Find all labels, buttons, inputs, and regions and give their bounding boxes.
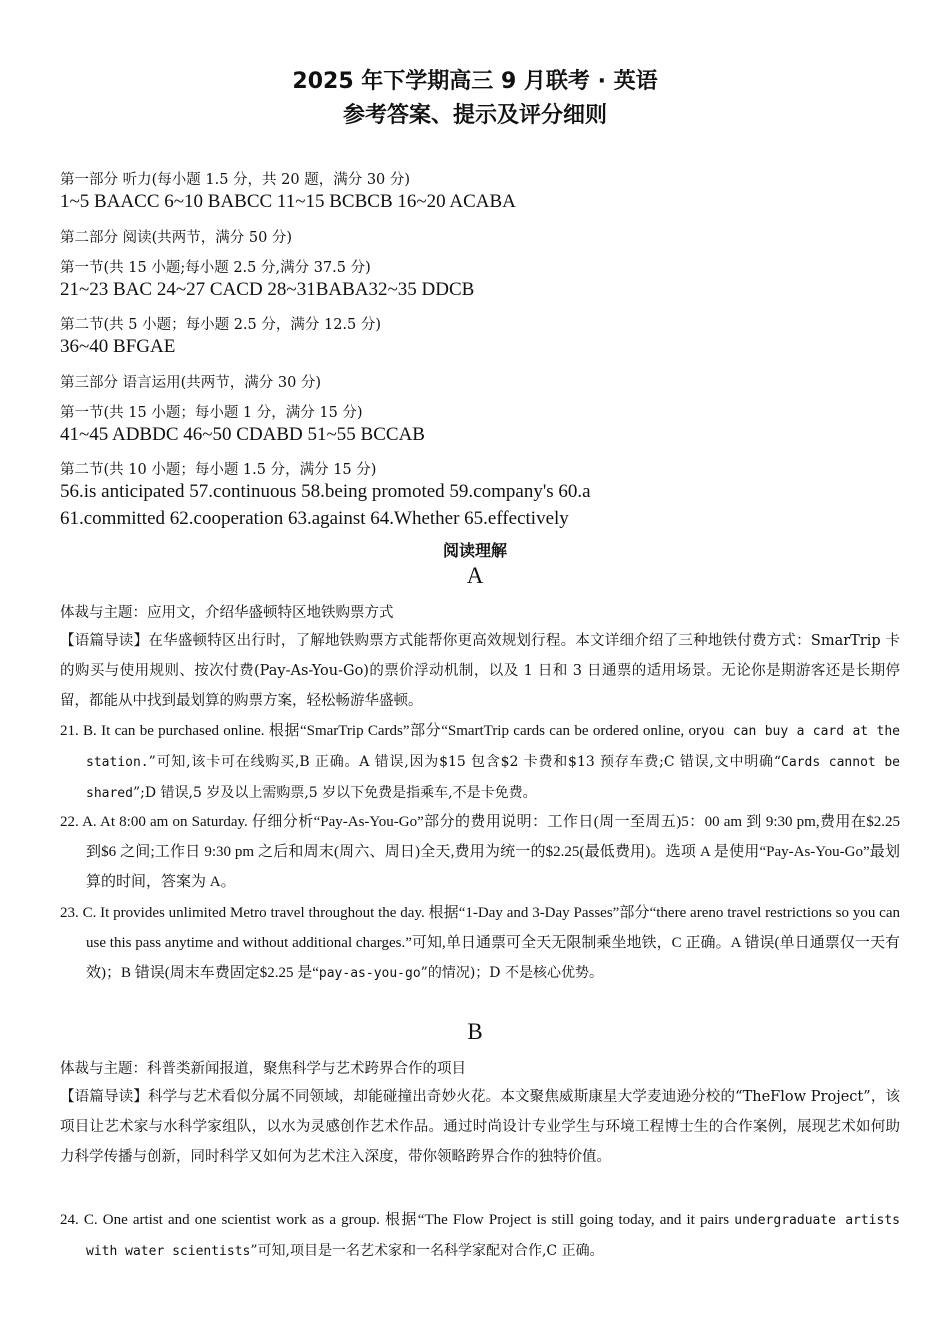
passage-a-letter: A [466,563,484,588]
page-subtitle: 参考答案、提示及评分细则 [342,103,607,128]
part1-answers: 1~5 BAACC 6~10 BABCC 11~15 BCBCB 16~20 ACABA [60,191,516,212]
page-title: 2025 年下学期高三 9 月联考 · 英语 [292,69,658,94]
passage-b-letter: B [467,1019,483,1044]
passage-b-guide: 【语篇导读】科学与艺术看似分属不同领域，却能碰撞出奇妙火花。本文聚焦威斯康星大学麦迪逊分校的“TheFlow Project”，该项目让艺术家与水科学家组队，以水为灵感创作艺术作品。通过时尚设计专业学生与环境工程博士生的合作案例，展现艺术如何助力科学传播与创新，同时科学又如何为艺术注入深度，带你领略跨界合作的独特价值。 [60,1089,900,1165]
passage-a-genre: 体裁与主题：应用文，介绍华盛顿特区地铁购票方式 [60,605,394,621]
part3-section2-label: 第二节(共 10 小题；每小题 1.5 分，满分 15 分) [60,462,377,478]
passage-b-genre: 体裁与主题：科普类新闻报道，聚焦科学与艺术跨界合作的项目 [60,1061,466,1077]
part3-section1-label: 第一节(共 15 小题；每小题 1 分，满分 15 分) [60,405,363,421]
part2-section2-answers: 36~40 BFGAE [60,336,176,357]
question-23-explanation: 23. C. It provides unlimited Metro travel throughout the day. 根据“1-Day and 3-Day Passes”部分“there areno travel restrictions so you can use this pass anytime and without additional charges.”可知,单日通票可全天无限制乘坐地铁，C 正确。A 错误(单日通票仅一天有效)；B 错误(周末车费固定$2.25 是“pay-as-you-go”的情况)；D 不是核心优势。 [60,905,900,981]
part3-section2-answers-line2: 61.committed 62.cooperation 63.against 64.Whether 65.effectively [60,508,569,529]
passage-a-guide: 【语篇导读】在华盛顿特区出行时，了解地铁购票方式能帮你更高效规划行程。本文详细介绍了三种地铁付费方式：SmarTrip 卡的购买与使用规则、按次付费(Pay-As-You-Go)的票价浮动机制，以及 1 日和 3 日通票的适用场景。无论你是期游客还是长期停留，都能从中找到最划算的购票方案，轻松畅游华盛顿。 [60,633,900,709]
part1-label: 第一部分 听力(每小题 1.5 分，共 20 题，满分 30 分) [60,172,411,188]
part2-section1-label: 第一节(共 15 小题;每小题 2.5 分,满分 37.5 分) [60,260,371,276]
part2-section1-answers: 21~23 BAC 24~27 CACD 28~31BABA32~35 DDCB [60,279,475,300]
part2-section2-label: 第二节(共 5 小题；每小题 2.5 分，满分 12.5 分) [60,317,382,333]
part3-label: 第三部分 语言运用(共两节，满分 30 分) [60,375,322,391]
question-21-explanation: 21. B. It can be purchased online. 根据“SmarTrip Cards”部分“SmartTrip cards can be ordered online, oryou can buy a card at the station.”可知,该卡可在线购买,B 正确。A 错误,因为$15 包含$2 卡费和$13 预存车费;C 错误,文中明确“Cards cannot be shared”;D 错误,5 岁及以上需购票,5 岁以下免费是指乘车,不是卡免费。 [60,723,901,801]
question-22-explanation: 22. A. At 8:00 am on Saturday. 仔细分析“Pay-As-You-Go”部分的费用说明：工作日(周一至周五)5：00 am 到 9:30 pm,费用在$2.25 到$6 之间;工作日 9:30 pm 之后和周末(周六、周日)全天,费用为统一的$2.25(最低费用)。选项 A 是使用“Pay-As-You-Go”最划算的时间，答案为 A。 [60,814,900,890]
part3-section1-answers: 41~45 ADBDC 46~50 CDABD 51~55 BCCAB [60,424,425,445]
part3-section2-answers-line1: 56.is anticipated 57.continuous 58.being promoted 59.company's 60.a [60,481,591,502]
question-24-explanation: 24. C. One artist and one scientist work as a group. 根据“The Flow Project is still going today, and it pairs undergraduate artists with water scientists”可知,项目是一名艺术家和一名科学家配对合作,C 正确。 [60,1212,900,1259]
part2-label: 第二部分 阅读(共两节，满分 50 分) [60,230,293,246]
reading-heading: 阅读理解 [442,541,507,560]
